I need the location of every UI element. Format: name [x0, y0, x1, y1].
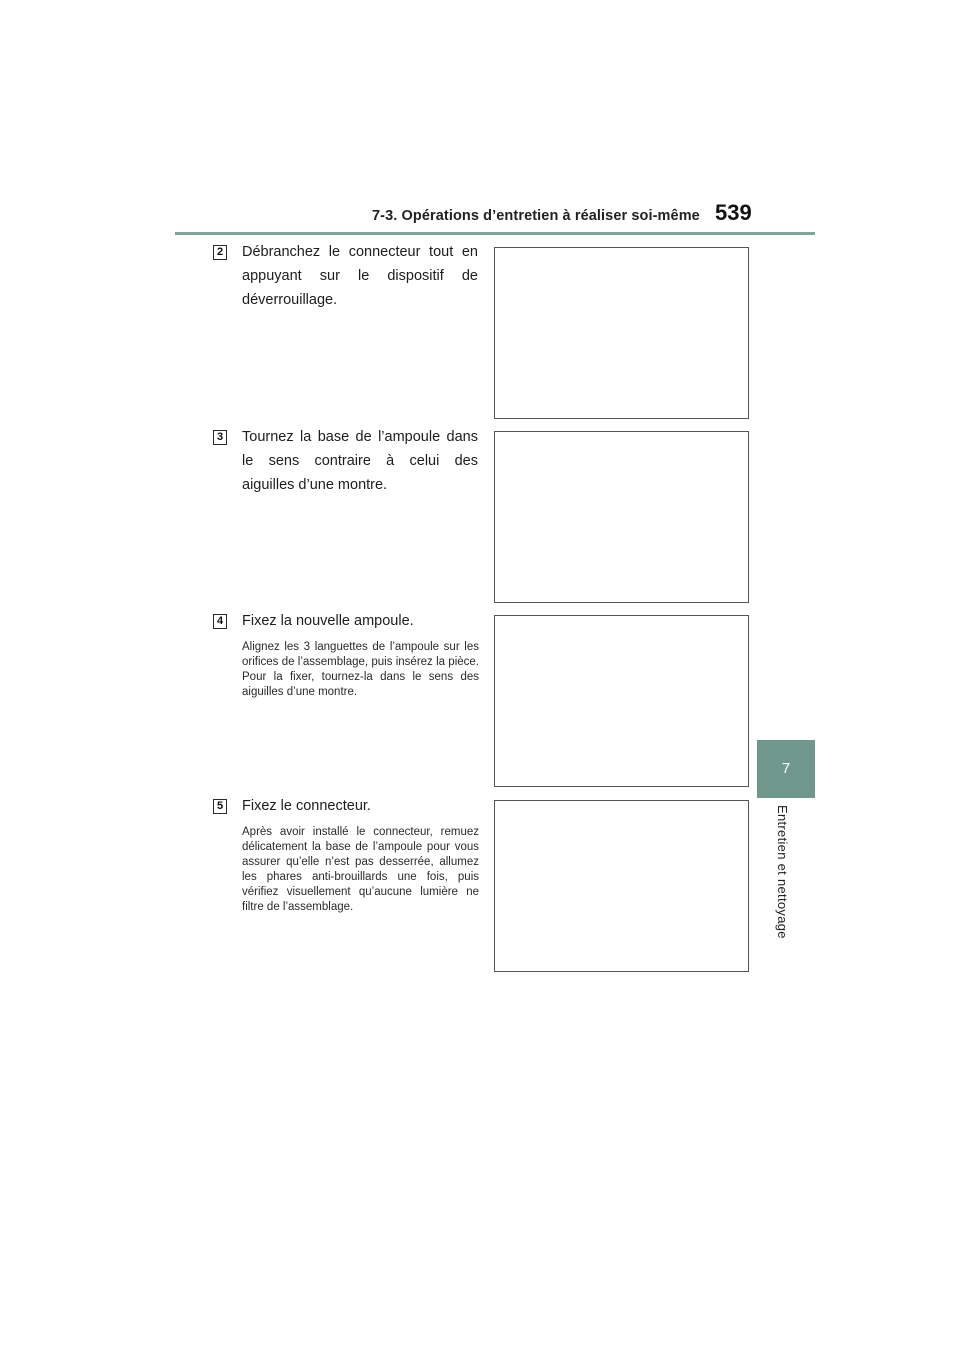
step-illustration	[494, 800, 749, 972]
step-number-badge: 3	[213, 430, 227, 445]
step-number-badge: 4	[213, 614, 227, 629]
step-illustration	[494, 615, 749, 787]
step-note: Après avoir installé le connecteur, remuez délicatement la base de l’ampoule pour vous assurer qu’elle n’est pas desserrée, allumez les phares anti-brouillards une fois, puis vérifiez visuellement qu’aucune lumière ne filtre de l’assemblage.	[242, 826, 479, 913]
page-number: 539	[715, 200, 752, 225]
header-divider	[175, 232, 815, 235]
step-title: Débranchez le connecteur tout en appuyant sur le dispositif de déverrouillage.	[242, 244, 478, 308]
step-title: Fixez la nouvelle ampoule.	[242, 613, 414, 629]
step-note: Alignez les 3 languettes de l’ampoule sur les orifices de l’assemblage, puis insérez la pièce. Pour la fixer, tournez-la dans le sens des aiguilles d’une montre.	[242, 641, 479, 698]
section-title: 7-3. Opérations d’entretien à réaliser soi-même	[372, 208, 700, 224]
step-number-badge: 5	[213, 799, 227, 814]
step-illustration	[494, 247, 749, 419]
chapter-tab: 7	[757, 740, 815, 798]
step-illustration	[494, 431, 749, 603]
chapter-label: Entretien et nettoyage	[775, 805, 790, 939]
step-title: Fixez le connecteur.	[242, 798, 371, 814]
step-number-badge: 2	[213, 245, 227, 260]
step-title: Tournez la base de l’ampoule dans le sens contraire à celui des aiguilles d’une montre.	[242, 429, 478, 493]
